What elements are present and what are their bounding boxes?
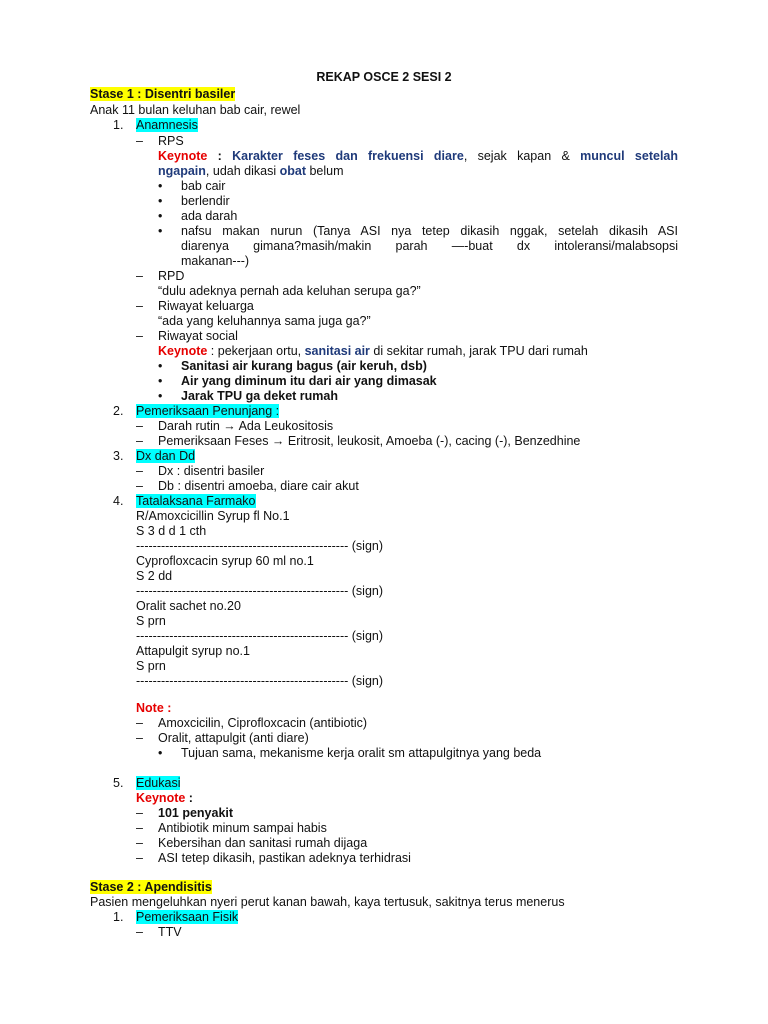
section-number: 3. [113, 449, 124, 463]
list-item: Jarak TPU ga deket rumah [181, 389, 339, 403]
rpd-label: RPD [158, 269, 185, 283]
note-label: Note : [136, 701, 172, 715]
bullet-glyph: • [158, 179, 163, 193]
rx-line: S 3 d d 1 cth [136, 524, 207, 538]
dash-glyph: – [136, 269, 143, 283]
dash-glyph: – [136, 329, 143, 343]
section-pemeriksaan-fisik: Pemeriksaan Fisik [136, 910, 239, 924]
page-title: REKAP OSCE 2 SESI 2 [316, 70, 452, 84]
list-item: Kebersihan dan sanitasi rumah dijaga [158, 836, 368, 850]
list-item: Tujuan sama, mekanisme kerja oralit sm attapulgitnya yang beda [181, 746, 542, 760]
rpd-question: “dulu adeknya pernah ada keluhan serupa ga?” [158, 284, 421, 298]
bullet-glyph: • [158, 389, 163, 403]
dash-glyph: – [136, 836, 143, 850]
stase1-intro: Anak 11 bulan keluhan bab cair, rewel [90, 103, 301, 117]
keynote-rps-line1: Keynote : Karakter feses dan frekuensi diare, sejak kapan & muncul setelah [158, 149, 679, 163]
dash-glyph: – [136, 434, 143, 448]
rps-label: RPS [158, 134, 184, 148]
section-number: 5. [113, 776, 124, 790]
list-item: berlendir [181, 194, 230, 208]
section-penunjang: Pemeriksaan Penunjang : [136, 404, 280, 418]
stase1-heading: Stase 1 : Disentri basiler [90, 87, 236, 101]
rx-line: S 2 dd [136, 569, 173, 583]
rx-sign-line: --------------------------------------------------- (sign) [136, 539, 384, 553]
list-item: ada darah [181, 209, 238, 223]
riwayat-social-label: Riwayat social [158, 329, 238, 343]
rx-line: Cyprofloxcacin syrup 60 ml no.1 [136, 554, 314, 568]
rx-line: R/Amoxcicillin Syrup fl No.1 [136, 509, 290, 523]
list-item: ASI tetep dikasih, pastikan adeknya terhidrasi [158, 851, 411, 865]
dash-glyph: – [136, 134, 143, 148]
rx-line: S prn [136, 614, 166, 628]
list-item: Sanitasi air kurang bagus (air keruh, dsb) [181, 359, 427, 373]
list-item: Db : disentri amoeba, diare cair akut [158, 479, 359, 493]
bullet-glyph: • [158, 224, 163, 238]
riwayat-keluarga-question: “ada yang keluhannya sama juga ga?” [158, 314, 371, 328]
section-number: 4. [113, 494, 124, 508]
rx-line: S prn [136, 659, 166, 673]
list-item: Pemeriksaan Feses → Eritrosit, leukosit, Amoeba (-), cacing (-), Benzedhine [158, 434, 581, 448]
dash-glyph: – [136, 821, 143, 835]
list-item: bab cair [181, 179, 226, 193]
section-anamnesis: Anamnesis [136, 118, 198, 132]
nafsu-line2: diarenya gimana?masih/makin parah —-buat dx intoleransi/malabsopsi [181, 239, 678, 253]
list-item: Amoxcicilin, Ciprofloxcacin (antibiotic) [158, 716, 368, 730]
rx-sign-line: --------------------------------------------------- (sign) [136, 674, 384, 688]
section-number: 2. [113, 404, 124, 418]
dash-glyph: – [136, 851, 143, 865]
section-edukasi: Edukasi [136, 776, 181, 790]
dash-glyph: – [136, 716, 143, 730]
rx-sign-line: --------------------------------------------------- (sign) [136, 584, 384, 598]
dash-glyph: – [136, 464, 143, 478]
dash-glyph: – [136, 731, 143, 745]
bullet-glyph: • [158, 194, 163, 208]
section-tatalaksana: Tatalaksana Farmako [136, 494, 256, 508]
rx-line: Attapulgit syrup no.1 [136, 644, 250, 658]
dash-glyph: – [136, 479, 143, 493]
list-item: 101 penyakit [158, 806, 234, 820]
list-item: Darah rutin → Ada Leukositosis [158, 419, 334, 433]
list-item: Air yang diminum itu dari air yang dimasak [181, 374, 437, 388]
dash-glyph: – [136, 419, 143, 433]
list-item: TTV [158, 925, 182, 939]
stase2-heading: Stase 2 : Apendisitis [90, 880, 212, 894]
section-number: 1. [113, 118, 124, 132]
dash-glyph: – [136, 806, 143, 820]
dash-glyph: – [136, 925, 143, 939]
rx-line: Oralit sachet no.20 [136, 599, 241, 613]
bullet-glyph: • [158, 209, 163, 223]
list-item: Oralit, attapulgit (anti diare) [158, 731, 309, 745]
bullet-glyph: • [158, 746, 163, 760]
nafsu-line3: makanan---) [181, 254, 250, 268]
stase2-intro: Pasien mengeluhkan nyeri perut kanan bawah, kaya tertusuk, sakitnya terus menerus [90, 895, 565, 909]
bullet-glyph: • [158, 374, 163, 388]
list-item: Antibiotik minum sampai habis [158, 821, 327, 835]
dash-glyph: – [136, 299, 143, 313]
keynote-rps-line2: ngapain, udah dikasi obat belum [158, 164, 344, 178]
nafsu-line1: nafsu makan nurun (Tanya ASI nya tetep dikasih nggak, setelah dikasih ASI [181, 224, 678, 238]
rx-sign-line: --------------------------------------------------- (sign) [136, 629, 384, 643]
keynote-social: Keynote : pekerjaan ortu, sanitasi air di sekitar rumah, jarak TPU dari rumah [158, 344, 588, 358]
section-number: 1. [113, 910, 124, 924]
list-item: Dx : disentri basiler [158, 464, 265, 478]
bullet-glyph: • [158, 359, 163, 373]
keynote-edukasi: Keynote : [136, 791, 193, 805]
section-dx-dd: Dx dan Dd [136, 449, 196, 463]
riwayat-keluarga-label: Riwayat keluarga [158, 299, 254, 313]
